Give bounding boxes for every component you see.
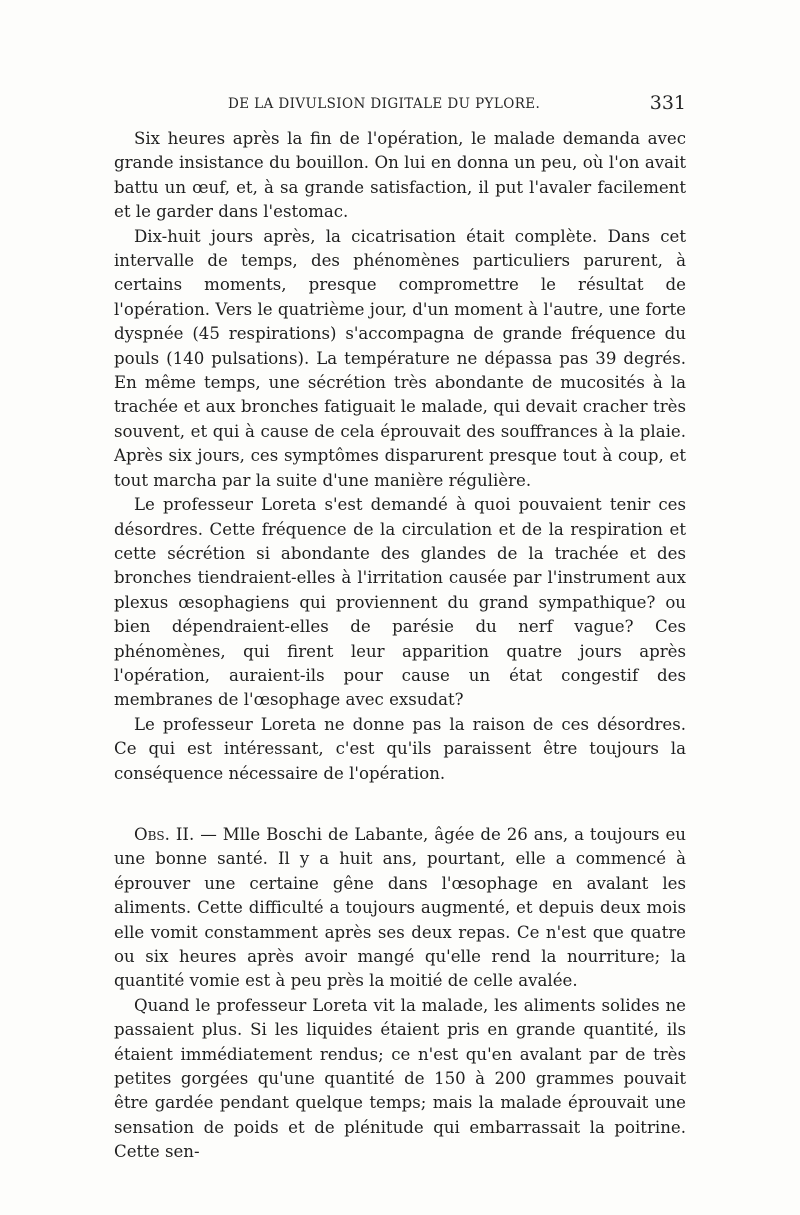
paragraph: Dix-huit jours après, la cicatrisation était complète. Dans cet intervalle de temps, des phénomènes particuliers parurent, à certains moments, presque compromettre le résultat de l'opération. Vers le quatrième jour, d'un moment à l'autre, une forte dyspnée (45 respirations) s'accompagna de grande fréquence du pouls (140 pulsations). La température ne dépassa pas 39 degrés. En même temps, une sécrétion très abondante de mucosités à la trachée et aux bronches fatiguait le malade, qui devait cracher très souvent, et qui à cause de cela éprouvait des souffrances à la plaie. Après six jours, ces symptômes disparurent presque tout à coup, et tout marcha par la suite d'une manière régulière. (114, 226, 686, 490)
body-text (114, 127, 686, 1165)
paragraph: Quand le professeur Loreta vit la malade, les aliments solides ne passaient plus. Si les liquides étaient pris en grande quantité, ils étaient immédiatement rendus; ce n'est qu'en avalant par de très petites gorgées qu'une quantité de 150 à 200 grammes pouvait être gardée pendant quelque temps; mais la malade éprouvait une sensation de poids et de plénitude qui embarrassait la poitrine. Cette sen- (114, 995, 686, 1162)
observation-dash: — (194, 824, 223, 844)
page-header (114, 92, 686, 122)
observation-label: Obs. II. (134, 824, 195, 844)
page-number: 331 (649, 92, 686, 114)
paragraph: Six heures après la fin de l'opération, le malade demanda avec grande insistance du bouillon. On lui en donna un peu, où l'on avait battu un œuf, et, à sa grande satisfaction, il put l'avaler facilement et le garder dans l'estomac. (114, 129, 686, 222)
running-head: DE LA DIVULSION DIGITALE DU PYLORE. (228, 96, 541, 112)
paragraph: Le professeur Loreta s'est demandé à quoi pouvaient tenir ces désordres. Cette fréquence de la circulation et de la respiration et cette sécrétion si abondante des glandes de la trachée et des bronches tiendraient-elles à l'irritation causée par l'instrument aux plexus œsophagiens qui proviennent du grand sympathique? ou bien dépendraient-elles de parésie du nerf vague? Ces phénomènes, qui firent leur apparition quatre jours après l'opération, auraient-ils pour cause un état congestif des membranes de l'œsophage avec exsudat? (114, 495, 686, 710)
paragraph: Le professeur Loreta ne donne pas la raison de ces désordres. Ce qui est intéressant, c'est qu'ils paraissent être toujours la conséquence nécessaire de l'opération. (114, 714, 686, 783)
observation-paragraph (114, 823, 686, 994)
observation-text: Mlle Boschi de Labante, âgée de 26 ans, a toujours eu une bonne santé. Il y a huit ans, pourtant, elle a commencé à éprouver une certaine gêne dans l'œsophage en avalant les aliments. Cette difficulté a toujours augmenté, et depuis deux mois elle vomit constamment après ses deux repas. Ce n'est que quatre ou six heures après avoir mangé qu'elle rend la nourriture; la quantité vomie est à peu près la moitié de celle avalée. (114, 824, 686, 991)
